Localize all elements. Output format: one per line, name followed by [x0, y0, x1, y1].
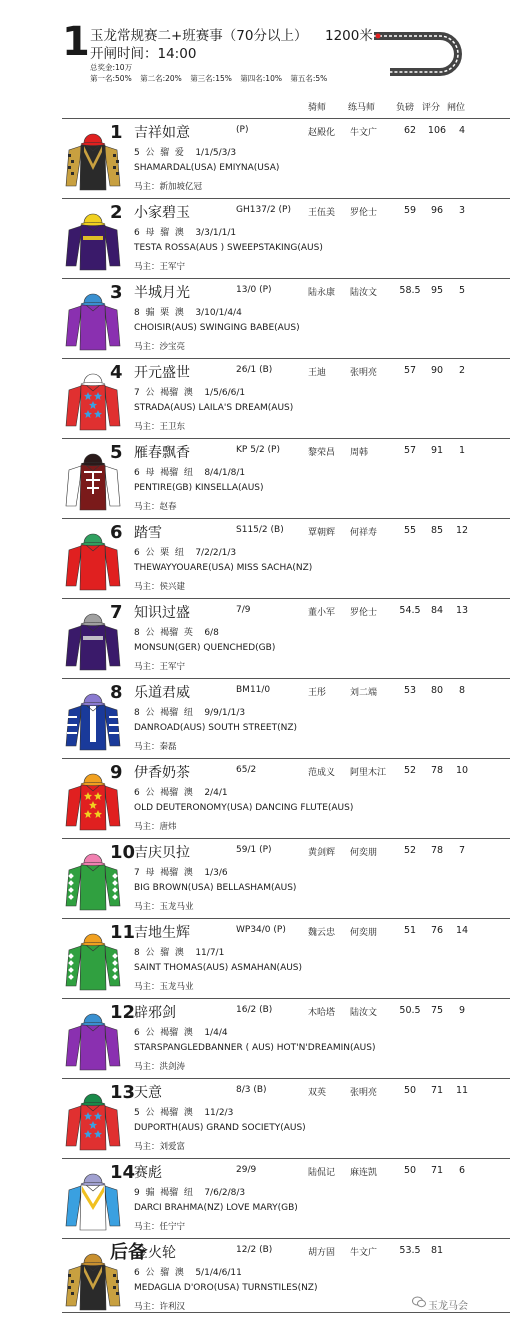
jockey-name: 陆永康: [308, 288, 336, 298]
horse-details: 6 母 骝 澳 3/3/1/1/1: [134, 228, 237, 238]
horse-name: 金火轮: [134, 1245, 176, 1261]
horse-rating: 106: [427, 125, 447, 136]
horse-form: 16/2 (B): [236, 1005, 273, 1015]
horse-pedigree: DANROAD(AUS) SOUTH STREET(NZ): [134, 723, 298, 733]
carried-weight: 53: [403, 685, 417, 696]
entry-row: [62, 358, 510, 438]
horse-pedigree: BIG BROWN(USA) BELLASHAM(AUS): [134, 883, 297, 893]
carried-weight: 59: [403, 205, 417, 216]
barrier-draw: 10: [455, 765, 469, 776]
horse-pedigree: TESTA ROSSA(AUS ) SWEEPSTAKING(AUS): [134, 243, 323, 253]
horse-owner: 马主：王卫东: [134, 422, 186, 432]
horse-details: 7 母 褐骝 澳 1/3/6: [134, 868, 228, 878]
jockey-name: 陆侃记: [308, 1168, 336, 1178]
horse-form: 29/9: [236, 1165, 257, 1175]
horse-pedigree: DUPORTH(AUS) GRAND SOCIETY(AUS): [134, 1123, 306, 1133]
entry-row: [62, 918, 510, 998]
horse-name: 小家碧玉: [134, 205, 190, 221]
entry-divider: [62, 838, 510, 839]
carried-weight: 57: [403, 365, 417, 376]
barrier-draw: 7: [458, 845, 466, 856]
horse-number: 后备: [110, 1242, 146, 1263]
trainer-name: 牛文广: [350, 1248, 378, 1258]
horse-number: 2: [110, 202, 123, 223]
horse-details: 9 骟 褐骝 纽 7/6/2/8/3: [134, 1188, 246, 1198]
horse-rating: 80: [430, 685, 444, 696]
horse-form: 12/2 (B): [236, 1245, 273, 1255]
horse-details: 5 公 褐骝 澳 11/2/3: [134, 1108, 234, 1118]
horse-rating: 78: [430, 845, 444, 856]
horse-form: 8/3 (B): [236, 1085, 267, 1095]
horse-name: 吉地生辉: [134, 925, 190, 941]
horse-owner: 马主：唐炜: [134, 822, 177, 832]
entry-row: [62, 118, 510, 198]
prize-3rd: 第三名:15%: [190, 74, 232, 83]
horse-details: 7 公 褐骝 澳 1/5/6/6/1: [134, 388, 246, 398]
prize-4th: 第四名:10%: [240, 74, 282, 83]
brand-watermark: 玉龙马会: [428, 1301, 468, 1312]
horse-pedigree: CHOISIR(AUS) SWINGING BABE(AUS): [134, 323, 300, 333]
horse-number: 8: [110, 682, 123, 703]
horse-pedigree: THEWAYYOUARE(USA) MISS SACHA(NZ): [134, 563, 313, 573]
entry-row: [62, 1078, 510, 1158]
entry-divider: [62, 918, 510, 919]
entry-row: [62, 278, 510, 358]
horse-number: 12: [110, 1002, 136, 1023]
entry-row: [62, 998, 510, 1078]
horse-form: BM11/0: [236, 685, 271, 695]
jockey-name: 双英: [308, 1088, 327, 1098]
horse-owner: 马主：赵春: [134, 502, 177, 512]
carried-weight: 58.5: [399, 285, 421, 296]
trainer-name: 阿里木江: [350, 768, 387, 778]
horse-name: 吉庆贝拉: [134, 845, 190, 861]
race-distance: 1200米: [325, 28, 373, 44]
horse-pedigree: MEDAGLIA D'ORO(USA) TURNSTILES(NZ): [134, 1283, 318, 1293]
entry-divider: [62, 1238, 510, 1239]
horse-rating: 95: [430, 285, 444, 296]
horse-name: 开元盛世: [134, 365, 190, 381]
entry-divider: [62, 678, 510, 679]
horse-details: 6 母 褐骝 纽 8/4/1/8/1: [134, 468, 246, 478]
trainer-name: 张明亮: [350, 368, 378, 378]
trainer-name: 周韩: [350, 448, 369, 458]
entry-row: [62, 438, 510, 518]
entry-divider: [62, 358, 510, 359]
trainer-name: 麻连凯: [350, 1168, 378, 1178]
horse-number: 5: [110, 442, 123, 463]
carried-weight: 54.5: [399, 605, 421, 616]
entry-divider: [62, 1158, 510, 1159]
horse-name: 雁春飘香: [134, 445, 190, 461]
trainer-name: 陆汝文: [350, 288, 378, 298]
horse-pedigree: PENTIRE(GB) KINSELLA(AUS): [134, 483, 264, 493]
horse-form: WP34/0 (P): [236, 925, 286, 935]
col-draw: 闸位: [447, 103, 466, 113]
horse-owner: 马主：许利汉: [134, 1302, 186, 1312]
horse-details: 6 公 褐骝 澳 2/4/1: [134, 788, 228, 798]
horse-name: 半城月光: [134, 285, 190, 301]
col-trainer: 练马师: [348, 103, 376, 113]
entry-divider: [62, 518, 510, 519]
trainer-name: 牛文广: [350, 128, 378, 138]
prize-total: 总奖金:10万: [90, 63, 133, 72]
entry-divider: [62, 598, 510, 599]
track-diagram-icon: [370, 30, 470, 78]
barrier-draw: 5: [458, 285, 466, 296]
horse-owner: 马主：秦磊: [134, 742, 177, 752]
horse-pedigree: OLD DEUTERONOMY(USA) DANCING FLUTE(AUS): [134, 803, 354, 813]
trainer-name: 张明亮: [350, 1088, 378, 1098]
horse-form: KP 5/2 (P): [236, 445, 280, 455]
horse-owner: 马主：新加坡亿冠: [134, 182, 203, 192]
trainer-name: 何奕朋: [350, 928, 378, 938]
jockey-name: 王伍美: [308, 208, 336, 218]
entry-row: [62, 678, 510, 758]
horse-number: 13: [110, 1082, 136, 1103]
barrier-draw: 12: [455, 525, 469, 536]
horse-number: 11: [110, 922, 136, 943]
horse-name: 辟邪剑: [134, 1005, 176, 1021]
horse-rating: 78: [430, 765, 444, 776]
entry-row: [62, 518, 510, 598]
horse-number: 9: [110, 762, 123, 783]
entry-divider: [62, 198, 510, 199]
barrier-draw: 14: [455, 925, 469, 936]
jockey-name: 胡方固: [308, 1248, 336, 1258]
horse-details: 6 公 栗 纽 7/2/2/1/3: [134, 548, 237, 558]
race-number: 1: [62, 19, 90, 65]
carried-weight: 52: [403, 845, 417, 856]
horse-form: 59/1 (P): [236, 845, 272, 855]
horse-details: 8 骟 栗 澳 3/10/1/4/4: [134, 308, 242, 318]
entry-row: [62, 598, 510, 678]
horse-details: 8 公 骝 澳 11/7/1: [134, 948, 225, 958]
barrier-draw: 13: [455, 605, 469, 616]
horse-number: 6: [110, 522, 123, 543]
horse-owner: 马主：洪剑涛: [134, 1062, 186, 1072]
jockey-name: 覃朝辉: [308, 528, 336, 538]
trainer-name: 何奕朋: [350, 848, 378, 858]
horse-name: 吉祥如意: [134, 125, 190, 141]
horse-details: 6 公 骝 澳 5/1/4/6/11: [134, 1268, 242, 1278]
carried-weight: 53.5: [399, 1245, 421, 1256]
entry-divider: [62, 438, 510, 439]
entry-divider: [62, 758, 510, 759]
trainer-name: 何祥寿: [350, 528, 378, 538]
horse-rating: 91: [430, 445, 444, 456]
horse-rating: 96: [430, 205, 444, 216]
jockey-name: 赵殿化: [308, 128, 336, 138]
horse-pedigree: SAINT THOMAS(AUS) ASMAHAN(AUS): [134, 963, 303, 973]
entry-row: [62, 198, 510, 278]
col-jockey: 骑师: [308, 103, 327, 113]
horse-owner: 马主：玉龙马业: [134, 902, 194, 912]
horse-owner: 马主：王军宁: [134, 262, 186, 272]
entry-divider: [62, 1078, 510, 1079]
horse-pedigree: STARSPANGLEDBANNER ( AUS) HOT'N'DREAMIN(AUS): [134, 1043, 376, 1053]
carried-weight: 62: [403, 125, 417, 136]
prize-split: [90, 73, 333, 84]
horse-number: 14: [110, 1162, 136, 1183]
horse-owner: 马主：玉龙马业: [134, 982, 194, 992]
horse-details: 5 公 骝 爱 1/1/5/3/3: [134, 148, 237, 158]
trainer-name: 陆汝文: [350, 1008, 378, 1018]
horse-rating: 84: [430, 605, 444, 616]
horse-pedigree: DARCI BRAHMA(NZ) LOVE MARY(GB): [134, 1203, 298, 1213]
col-weight: 负磅: [396, 103, 415, 113]
entry-row: [62, 838, 510, 918]
jockey-name: 魏云忠: [308, 928, 336, 938]
horse-owner: 马主：沙宝亮: [134, 342, 186, 352]
jockey-name: 黄剑辉: [308, 848, 336, 858]
horse-name: 乐道君威: [134, 685, 190, 701]
carried-weight: 50: [403, 1165, 417, 1176]
prize-5th: 第五名:5%: [290, 74, 328, 83]
barrier-draw: 1: [458, 445, 466, 456]
barrier-draw: 3: [458, 205, 466, 216]
horse-rating: 75: [430, 1005, 444, 1016]
horse-details: 8 公 褐骝 英 6/8: [134, 628, 219, 638]
wechat-icon: [412, 1296, 426, 1308]
entry-divider: [62, 118, 510, 119]
race-title: 玉龙常规赛二+班赛事（70分以上）: [90, 28, 308, 44]
horse-rating: 90: [430, 365, 444, 376]
horse-form: 65/2: [236, 765, 257, 775]
trainer-name: 罗伦士: [350, 608, 378, 618]
horse-rating: 71: [430, 1165, 444, 1176]
race-start-time: 开闸时间：14:00: [90, 46, 197, 62]
horse-owner: 马主：王军宁: [134, 662, 186, 672]
barrier-draw: 11: [455, 1085, 469, 1096]
prize-2nd: 第二名:20%: [140, 74, 182, 83]
entry-divider: [62, 278, 510, 279]
horse-owner: 马主：侯兴建: [134, 582, 186, 592]
horse-form: 26/1 (B): [236, 365, 273, 375]
barrier-draw: 8: [458, 685, 466, 696]
horse-rating: 85: [430, 525, 444, 536]
race-header: [0, 0, 520, 100]
horse-form: (P): [236, 125, 249, 135]
horse-form: 13/0 (P): [236, 285, 272, 295]
entry-row: [62, 758, 510, 838]
horse-form: GH137/2 (P): [236, 205, 291, 215]
horse-owner: 马主：任宁宁: [134, 1222, 186, 1232]
horse-number: 10: [110, 842, 136, 863]
horse-owner: 马主：刘爱富: [134, 1142, 186, 1152]
horse-name: 赛彪: [134, 1165, 162, 1181]
horse-name: 知识过盛: [134, 605, 190, 621]
jockey-name: 王彤: [308, 688, 327, 698]
carried-weight: 51: [403, 925, 417, 936]
horse-rating: 76: [430, 925, 444, 936]
horse-pedigree: MONSUN(GER) QUENCHED(GB): [134, 643, 276, 653]
carried-weight: 50: [403, 1085, 417, 1096]
horse-rating: 71: [430, 1085, 444, 1096]
carried-weight: 50.5: [399, 1005, 421, 1016]
horse-details: 8 公 褐骝 纽 9/9/1/1/3: [134, 708, 246, 718]
horse-number: 7: [110, 602, 123, 623]
bottom-divider: [62, 1312, 510, 1313]
barrier-draw: 4: [458, 125, 466, 136]
barrier-draw: 9: [458, 1005, 466, 1016]
jockey-name: 王迪: [308, 368, 327, 378]
jockey-name: 黎荣昌: [308, 448, 336, 458]
horse-number: 4: [110, 362, 123, 383]
prize-1st: 第一名:50%: [90, 74, 132, 83]
horse-pedigree: STRADA(AUS) LAILA'S DREAM(AUS): [134, 403, 294, 413]
horse-pedigree: SHAMARDAL(USA) EMIYNA(USA): [134, 163, 280, 173]
trainer-name: 刘二端: [350, 688, 378, 698]
barrier-draw: 6: [458, 1165, 466, 1176]
jockey-name: 董小军: [308, 608, 336, 618]
col-rating: 评分: [422, 103, 441, 113]
entry-row: [62, 1158, 510, 1238]
entry-divider: [62, 998, 510, 999]
jockey-name: 木哈塔: [308, 1008, 336, 1018]
carried-weight: 52: [403, 765, 417, 776]
carried-weight: 55: [403, 525, 417, 536]
horse-name: 伊香奶茶: [134, 765, 190, 781]
horse-name: 天意: [134, 1085, 162, 1101]
barrier-draw: 2: [458, 365, 466, 376]
horse-number: 3: [110, 282, 123, 303]
horse-rating: 81: [430, 1245, 444, 1256]
horse-name: 踏雪: [134, 525, 162, 541]
carried-weight: 57: [403, 445, 417, 456]
trainer-name: 罗伦士: [350, 208, 378, 218]
horse-form: S115/2 (B): [236, 525, 284, 535]
horse-details: 6 公 褐骝 澳 1/4/4: [134, 1028, 228, 1038]
jockey-name: 范成义: [308, 768, 336, 778]
horse-form: 7/9: [236, 605, 251, 615]
horse-number: 1: [110, 122, 123, 143]
